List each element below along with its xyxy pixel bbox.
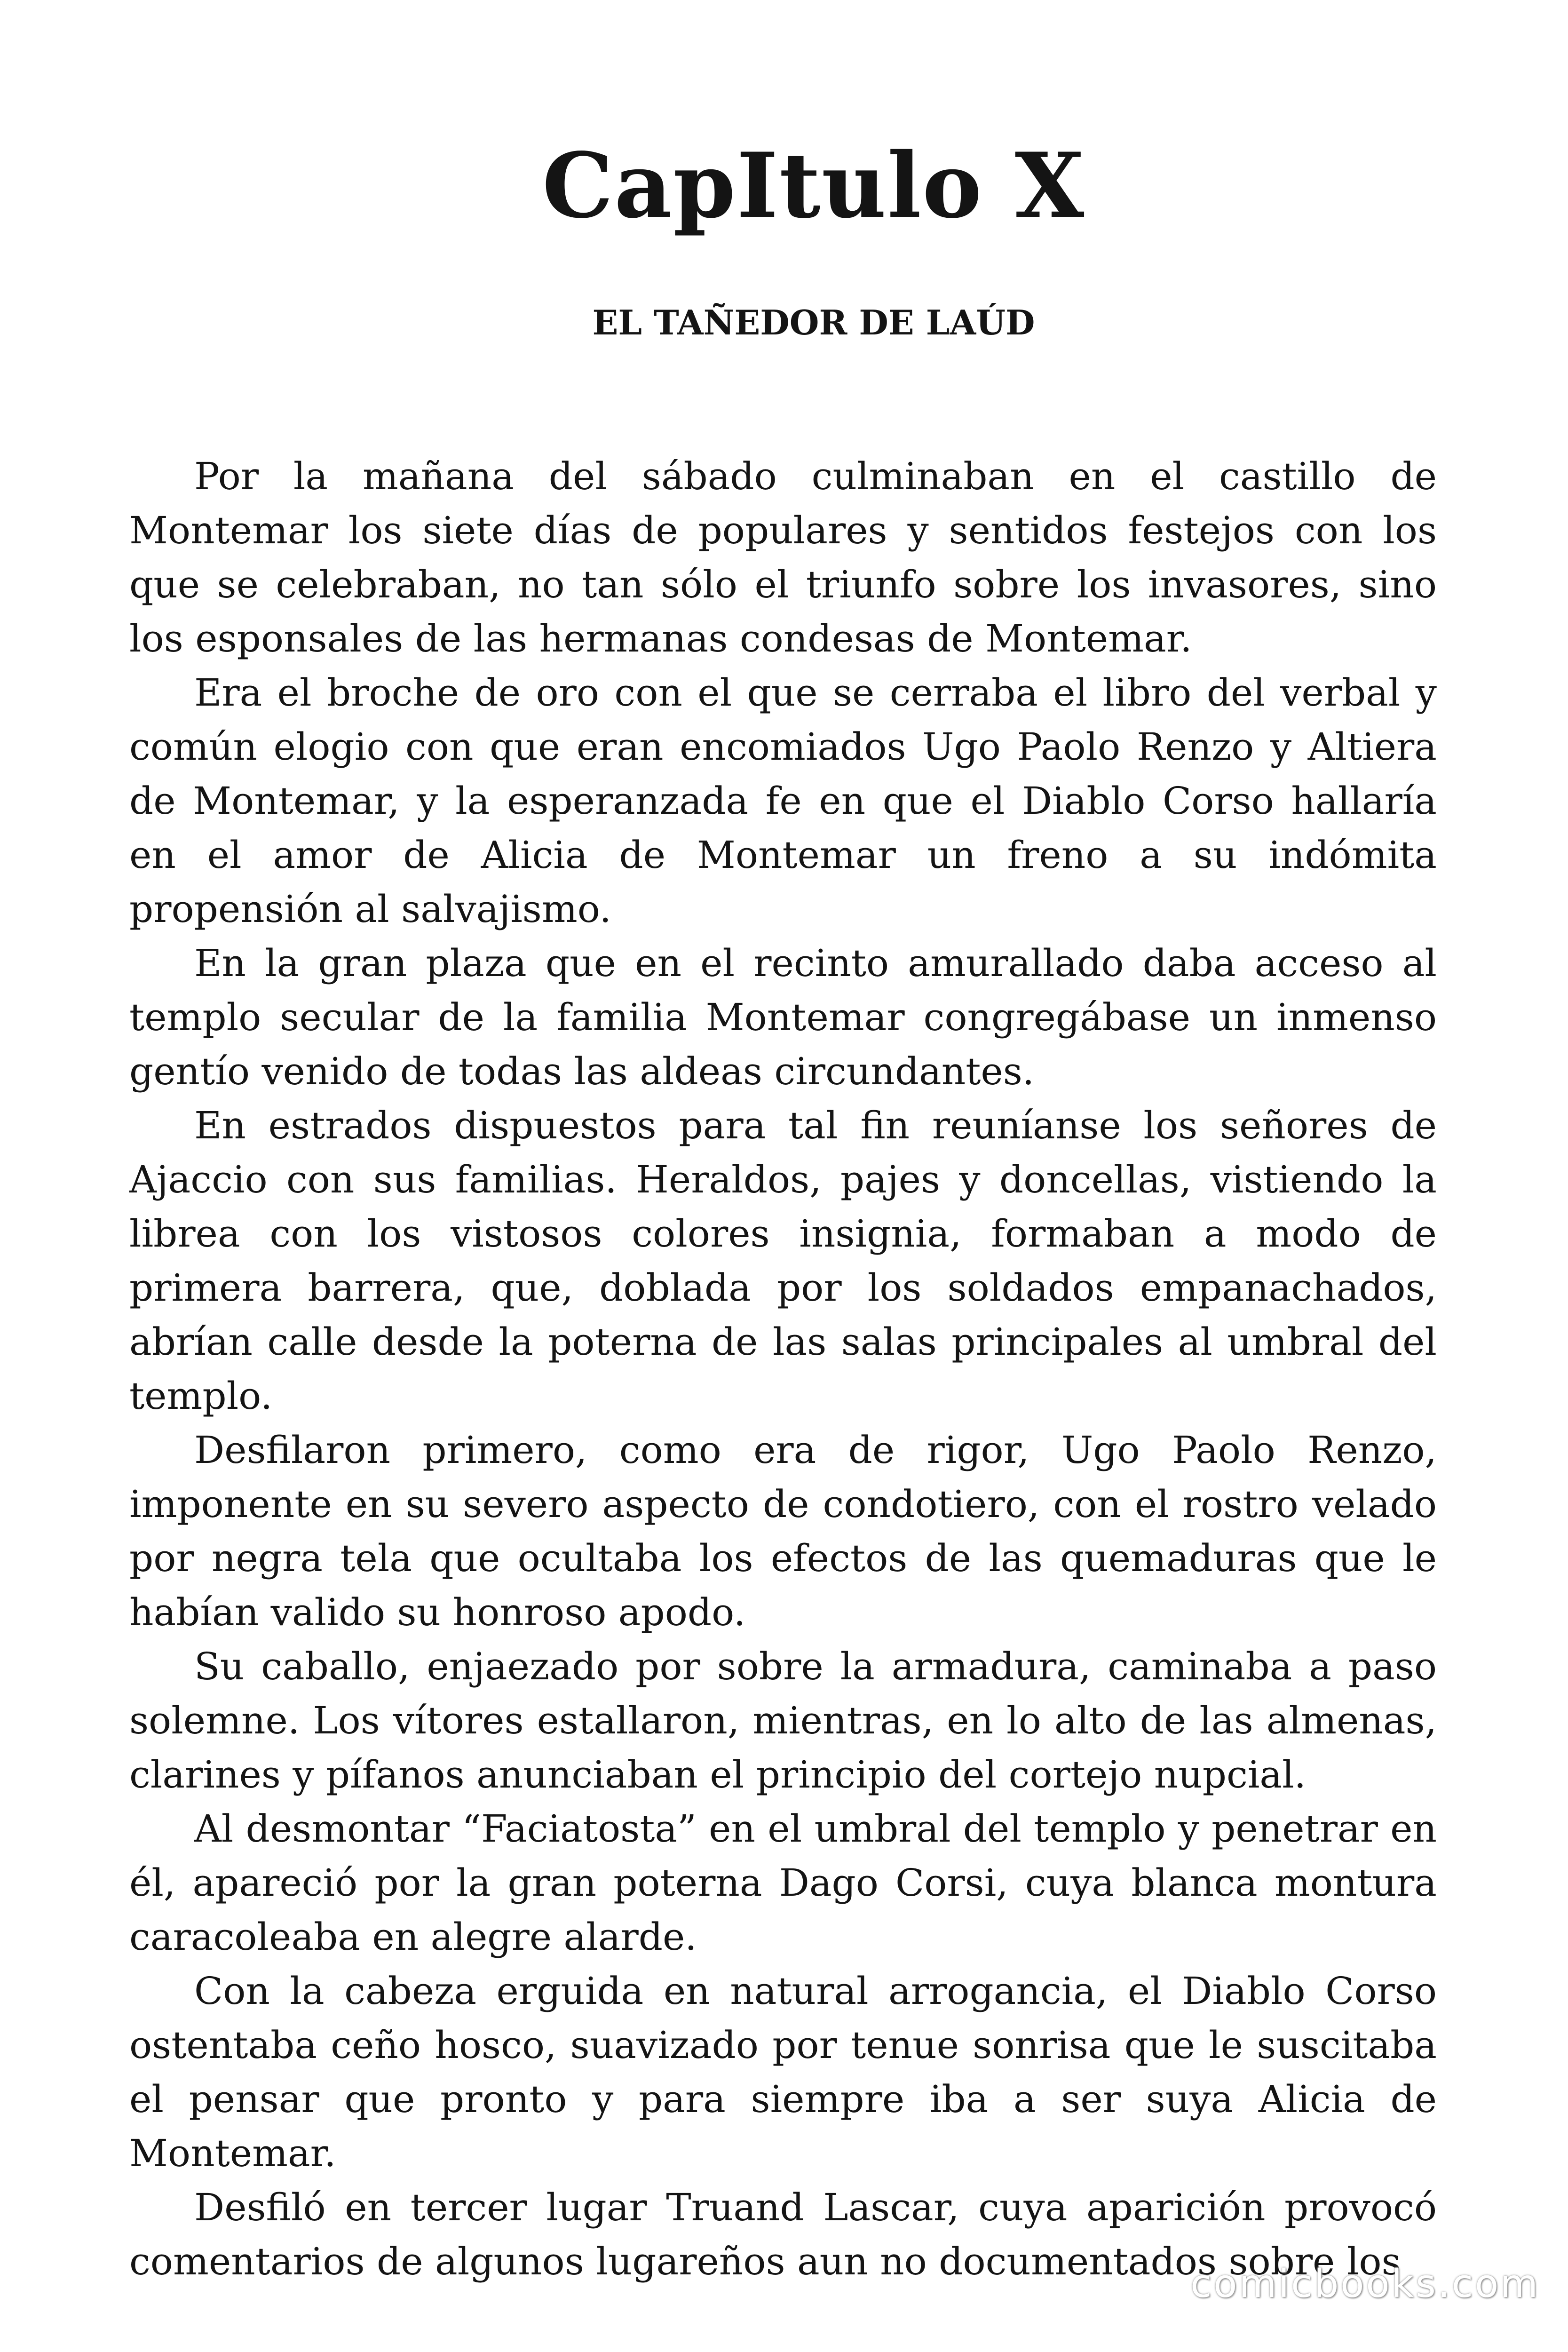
paragraph: Por la mañana del sábado culminaban en el castillo de Montemar los siete días de populares y sentidos festejos con los que se celebraban, no tan sólo el triunfo sobre los invasores, sino los esponsales de las hermanas condesas de Montemar. xyxy=(129,454,1437,660)
watermark: comicbooks.com xyxy=(1190,2262,1540,2306)
chapter-subtitle: EL TAÑEDOR DE LAÚD xyxy=(592,302,1035,342)
paragraph: Desfiló en tercer lugar Truand Lascar, cuya aparición provocó comentarios de algunos lugareños aun no documentados sobre los xyxy=(129,2185,1437,2283)
paragraph: Su caballo, enjaezado por sobre la armadura, caminaba a paso solemne. Los vítores estallaron, mientras, en lo alto de las almenas, clarines y pífanos anunciaban el principio del cortejo nupcial. xyxy=(129,1645,1437,1796)
chapter-title: CapItulo X xyxy=(542,133,1085,238)
paragraph: Era el broche de oro con el que se cerraba el libro del verbal y común elogio con que eran encomiados Ugo Paolo Renzo y Altiera de Montemar, y la esperanzada fe en que el Diablo Corso hallaría en el amor de Alicia de Montemar un freno a su indómita propensión al salvajismo. xyxy=(129,671,1437,931)
paragraph: En la gran plaza que en el recinto amurallado daba acceso al templo secular de la familia Montemar congregábase un inmenso gentío venido de todas las aldeas circundantes. xyxy=(129,941,1437,1093)
paragraph: En estrados dispuestos para tal fin reuníanse los señores de Ajaccio con sus familias. Heraldos, pajes y doncellas, vistiendo la librea con los vistosos colores insignia, formaban a modo de primera barrera, que, doblada por los soldados empanachados, abrían calle desde la poterna de las salas principales al umbral del templo. xyxy=(129,1104,1437,1418)
paragraph: Desfilaron primero, como era de rigor, Ugo Paolo Renzo, imponente en su severo aspecto de condotiero, con el rostro velado por negra tela que ocultaba los efectos de las quemaduras que le habían valido su honroso apodo. xyxy=(129,1428,1437,1634)
paragraph: Con la cabeza erguida en natural arrogancia, el Diablo Corso ostentaba ceño hosco, suavizado por tenue sonrisa que le suscitaba el pensar que pronto y para siempre iba a ser suya Alicia de Montemar. xyxy=(129,1969,1437,2175)
chapter-body xyxy=(129,449,1437,2288)
paragraph: Al desmontar “Faciatosta” en el umbral del templo y penetrar en él, apareció por la gran poterna Dago Corsi, cuya blanca montura caracoleaba en alegre alarde. xyxy=(129,1807,1437,1959)
